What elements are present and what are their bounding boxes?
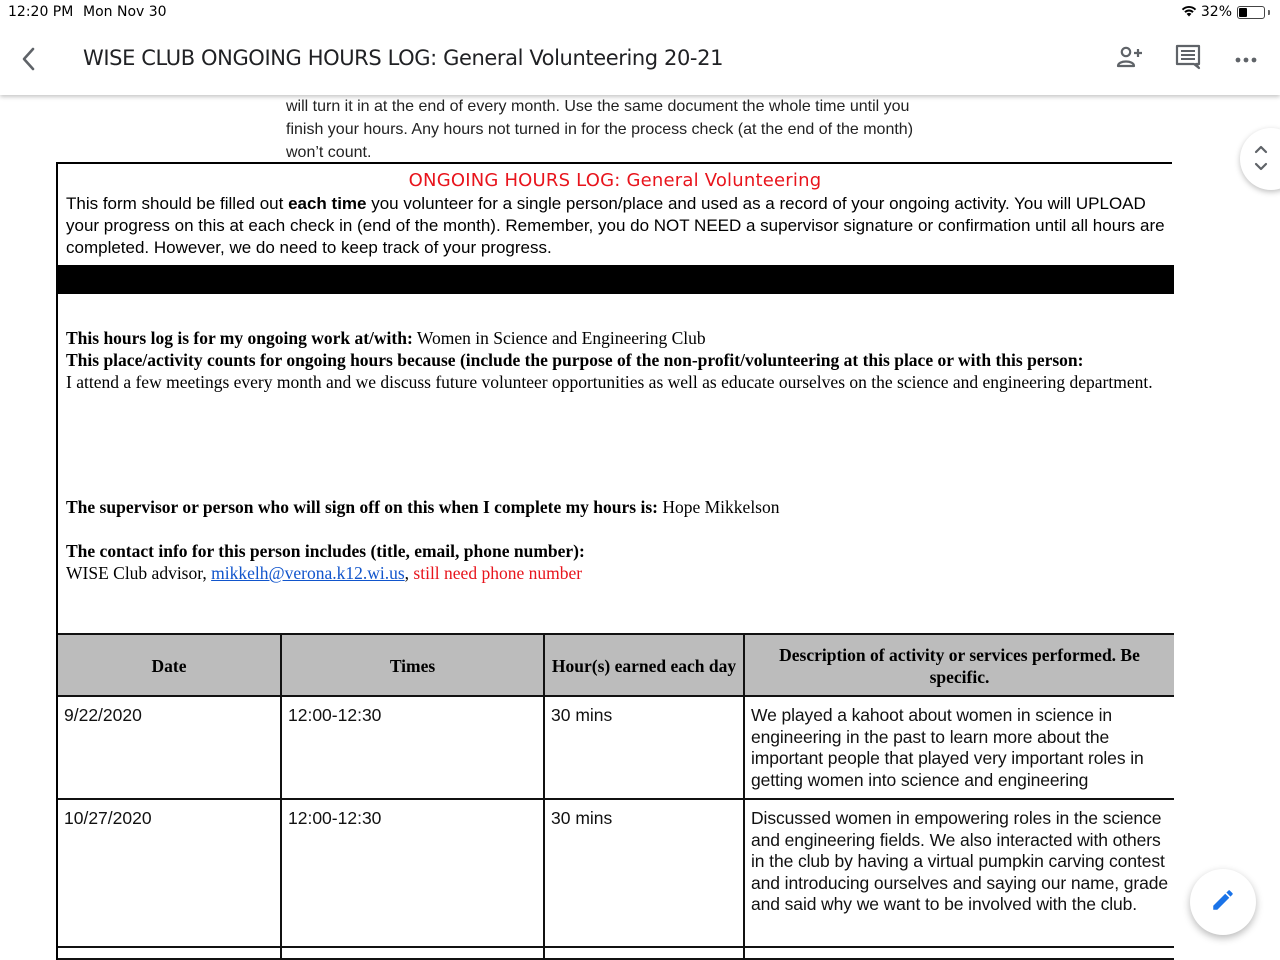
status-indicators (1180, 3, 1270, 21)
back-button[interactable] (14, 44, 44, 74)
form-intro-post: you volunteer for a single person/place and used as a record of your ongoing activity. You will UPLOAD your progress on this at each check in (end of the month). Remember, you do NOT NEED a supervisor signature or confirmation until all hours are completed. However, we do need to keep track of your progress. (66, 194, 1165, 257)
edit-button[interactable] (1190, 869, 1256, 935)
add-person-icon (1116, 45, 1144, 74)
supervisor-info (66, 496, 1166, 518)
comment-icon (1175, 44, 1201, 75)
battery-fill (1239, 8, 1247, 17)
table-header-row (58, 634, 1174, 696)
work-info (66, 327, 1166, 393)
document-title: WISE CLUB ONGOING HOURS LOG: General Volunteering 20-21 (83, 46, 724, 70)
hours-log-table (58, 633, 1174, 960)
header-times: Times (281, 634, 544, 696)
more-options-button[interactable] (1230, 44, 1262, 74)
table-row (58, 696, 1174, 799)
app-bar (0, 24, 1280, 95)
work-value: Women in Science and Engineering Club (416, 328, 706, 348)
wifi-icon (1180, 3, 1198, 21)
cell-hours: 30 mins (544, 696, 744, 799)
battery-percent: 32% (1200, 4, 1232, 20)
cell-hours: 30 mins (544, 799, 744, 947)
form-intro-pre: This form should be filled out (66, 194, 289, 213)
header-date: Date (58, 634, 281, 696)
contact-title: WISE Club advisor, (66, 563, 212, 583)
pencil-icon (1210, 887, 1236, 918)
cell-date: 9/22/2020 (58, 696, 281, 799)
contact-separator: , (404, 563, 414, 583)
header-description: Description of activity or services performed. Be specific. (744, 634, 1174, 696)
contact-info (66, 540, 1166, 584)
share-button[interactable] (1114, 44, 1146, 74)
contact-email-link[interactable]: mikkelh@verona.k12.wi.us (211, 563, 405, 583)
battery-tip (1268, 10, 1270, 15)
intro-instructions: will turn it in at the end of every month. Use the same document the whole time until you finish your hours. Any hours not turned in for the process check (at the end of the month) won’t count. (286, 98, 914, 161)
comments-button[interactable] (1172, 44, 1204, 74)
cell-description: Discussed women in empowering roles in the science and engineering fields. We also interacted with others in the club by having a virtual pumpkin carving contest and introducing ourselves and saying our name, grade and said why we want to be involved with the club. (744, 799, 1174, 947)
work-label: This hours log is for my ongoing work at/with: (66, 328, 413, 348)
battery-icon (1237, 6, 1265, 19)
form-intro (66, 193, 1176, 259)
cell-times: 12:00-12:30 (281, 696, 544, 799)
purpose-label: This place/activity counts for ongoing hours because (include the purpose of the non-profit/volunteering at this place or with this person: (66, 350, 1084, 370)
supervisor-label: The supervisor or person who will sign off on this when I complete my hours is: (66, 497, 658, 517)
form-heading: ONGOING HOURS LOG: General Volunteering (408, 170, 822, 191)
back-icon (14, 61, 44, 78)
cell-description: We played a kahoot about women in science in engineering in the past to learn more about the important people that played very important roles in getting women into science and engineering (744, 696, 1174, 799)
cell-empty (544, 947, 744, 959)
document-body[interactable] (0, 95, 1280, 960)
supervisor-value: Hope Mikkelson (662, 497, 780, 517)
table-row-empty (58, 947, 1174, 959)
contact-note: still need phone number (413, 563, 583, 583)
cell-empty (58, 947, 281, 959)
chevron-down-icon[interactable] (1254, 160, 1268, 174)
cell-empty (744, 947, 1174, 959)
chevron-up-icon[interactable] (1254, 142, 1268, 156)
status-date: Mon Nov 30 (83, 4, 167, 20)
cell-times: 12:00-12:30 (281, 799, 544, 947)
table-row (58, 799, 1174, 947)
section-divider-bar (58, 265, 1174, 294)
app-actions (1114, 44, 1262, 74)
status-time: 12:20 PM (8, 4, 74, 20)
form-intro-bold: each time (288, 194, 367, 213)
status-bar (0, 0, 1280, 24)
hours-log-form (56, 162, 1172, 960)
more-icon (1235, 50, 1257, 68)
purpose-value: I attend a few meetings every month and we discuss future volunteer opportunities as well as educate ourselves on the science and engineering department. (66, 372, 1153, 392)
contact-label: The contact info for this person includes (title, email, phone number): (66, 541, 585, 561)
cell-date: 10/27/2020 (58, 799, 281, 947)
header-hours: Hour(s) earned each day (544, 634, 744, 696)
cell-empty (281, 947, 544, 959)
